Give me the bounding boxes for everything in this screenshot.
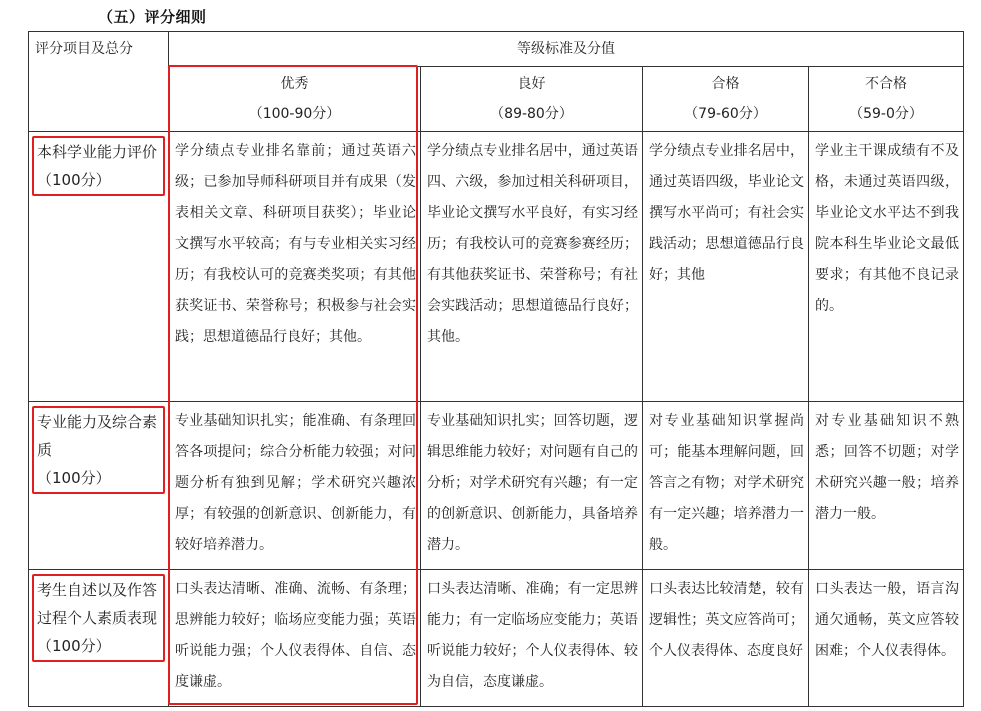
category-cell [29,570,169,707]
category-score: （100分） [37,469,111,487]
grade-range: （89-80分） [490,106,573,122]
criteria-cell-excellent: 口头表达清晰、准确、流畅、有条理；思辨能力较好；临场应变能力强；英语听说能力强；个人仪表得体、自信、态度谦虚。 [169,570,421,707]
grade-header-good [421,67,643,132]
category-cell [29,402,169,570]
table-row [29,570,964,707]
criteria-cell-excellent: 学分绩点专业排名靠前；通过英语六级；已参加导师科研项目并有成果（发表相关文章、科研项目获奖）；毕业论文撰写水平较高；有与专业相关实习经历；有我校认可的竞赛类奖项；有其他获奖证书、荣誉称号；积极参与社会实践；思想道德品行良好；其他。 [169,132,421,402]
category-name: 本科学业能力评价 [37,143,158,161]
grade-header-fail [809,67,964,132]
criteria-cell-fail: 口头表达一般，语言沟通欠通畅，英文应答较困难；个人仪表得体。 [809,570,964,707]
category-score: （100分） [37,171,111,189]
criteria-cell-pass: 学分绩点专业排名居中，通过英语四级，毕业论文撰写水平尚可；有社会实践活动；思想道德品行良好；其他 [643,132,809,402]
table-row [29,132,964,402]
grade-name: 合格 [711,76,740,92]
category-score: （100分） [37,637,111,655]
category-cell [29,132,169,402]
category-highlight-box [32,136,165,196]
category-header-label: 评分项目及总分 [35,41,133,57]
criteria-cell-good: 学分绩点专业排名居中，通过英语四、六级，参加过相关科研项目，毕业论文撰写水平良好，有实习经历；有我校认可的竞赛参赛经历；有其他获奖证书、荣誉称号；有社会实践活动；思想道德品行良好；其他。 [421,132,643,402]
criteria-cell-fail: 对专业基础知识不熟悉；回答不切题；对学术研究兴趣一般；培养潜力一般。 [809,402,964,570]
header-row-grades [29,67,964,132]
grade-name: 良好 [517,76,546,92]
criteria-cell-pass: 口头表达比较清楚，较有逻辑性；英文应答尚可；个人仪表得体、态度良好 [643,570,809,707]
section-title: （五）评分细则 [98,8,207,26]
grade-header-pass [643,67,809,132]
category-header-cell [29,32,169,132]
criteria-cell-good: 口头表达清晰、准确；有一定思辨能力；有一定临场应变能力；英语听说能力较好；个人仪表得体、较为自信，态度谦虚。 [421,570,643,707]
criteria-cell-pass: 对专业基础知识掌握尚可；能基本理解问题，回答言之有物；对学术研究有一定兴趣；培养潜力一般。 [643,402,809,570]
grade-name: 不合格 [865,76,907,92]
category-name: 考生自述以及作答过程个人素质表现 [37,581,158,627]
grading-table [28,31,964,707]
standard-header-label: 等级标准及分值 [517,40,615,57]
category-highlight-box [32,574,165,662]
category-name: 专业能力及综合素质 [37,413,158,459]
grade-range: （79-60分） [684,106,767,122]
standard-header-cell [169,32,964,67]
category-highlight-box [32,406,165,494]
criteria-cell-fail: 学业主干课成绩有不及格，未通过英语四级，毕业论文水平达不到我院本科生毕业论文最低要求；有其他不良记录的。 [809,132,964,402]
table-row [29,402,964,570]
grade-range: （100-90分） [248,106,341,122]
grade-name: 优秀 [280,76,309,92]
criteria-cell-good: 专业基础知识扎实；回答切题，逻辑思维能力较好；对问题有自己的分析；对学术研究有兴趣；有一定的创新意识、创新能力，具备培养潜力。 [421,402,643,570]
grade-header-excellent [169,67,421,132]
grade-range: （59-0分） [849,106,923,122]
criteria-cell-excellent: 专业基础知识扎实；能准确、有条理回答各项提问；综合分析能力较强；对问题分析有独到见解；学术研究兴趣浓厚；有较强的创新意识、创新能力，有较好培养潜力。 [169,402,421,570]
header-row-main [29,32,964,67]
